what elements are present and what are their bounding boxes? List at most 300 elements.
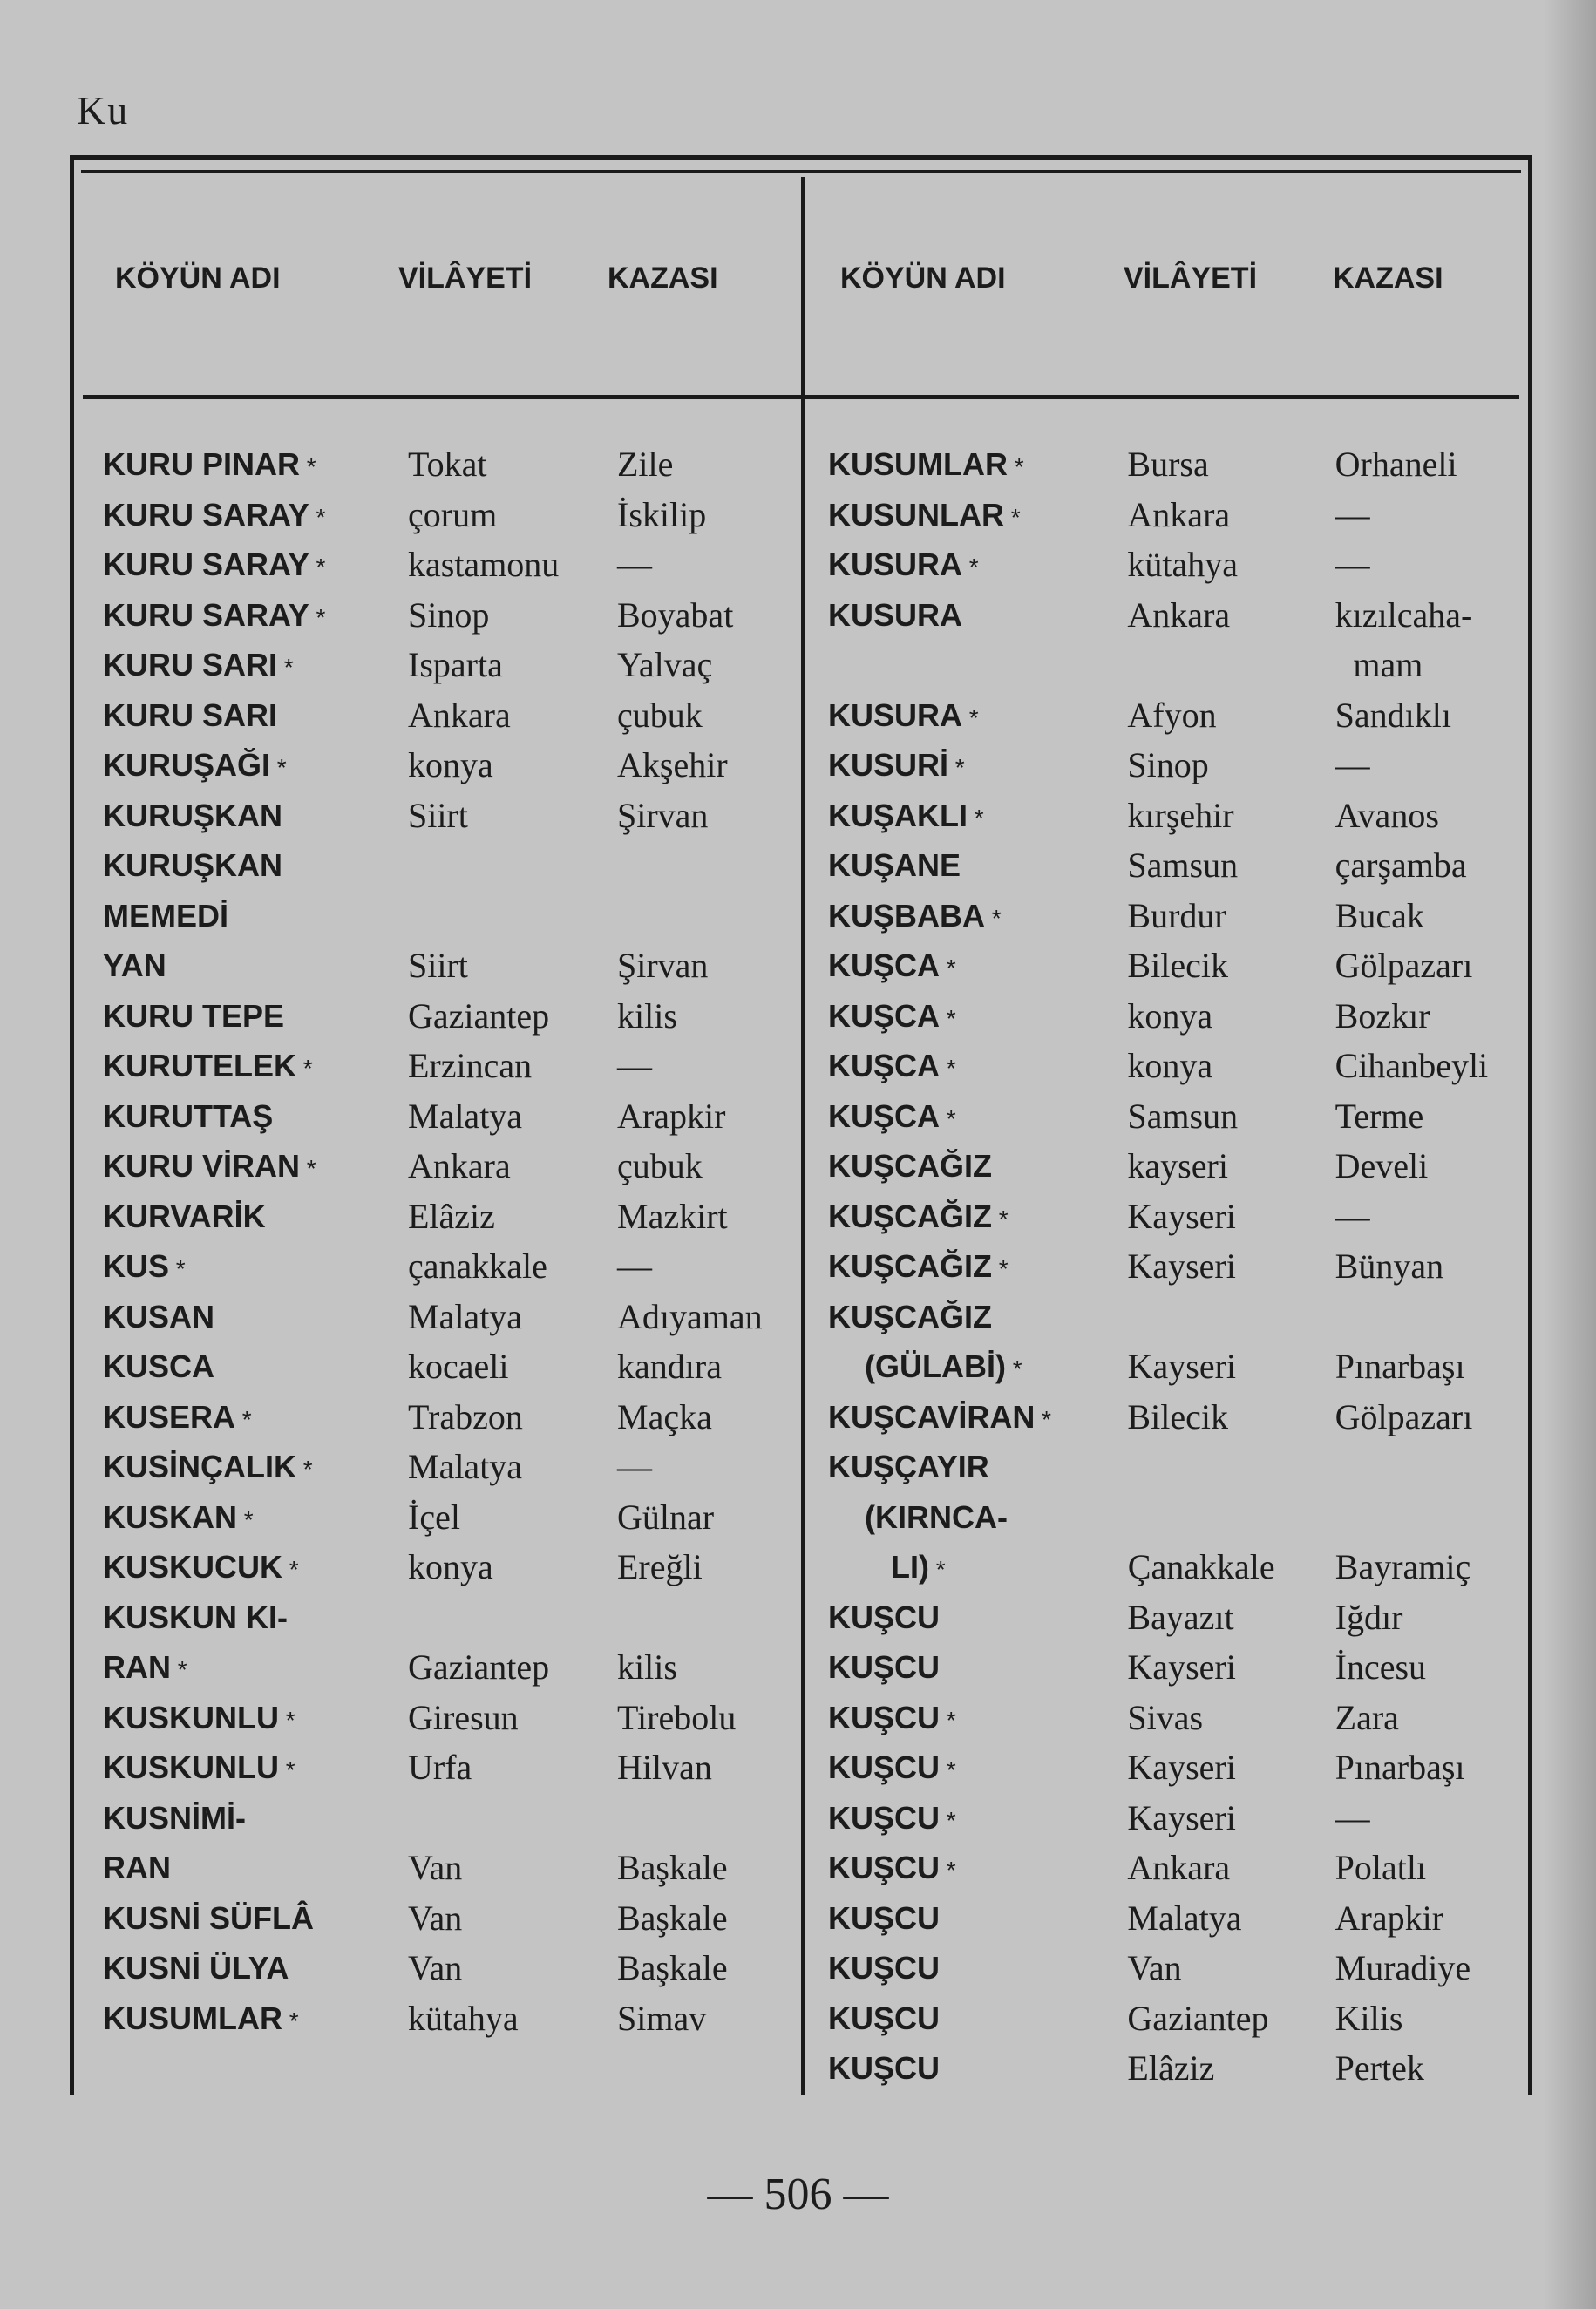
village-name [828, 944, 1127, 990]
village-name [103, 995, 408, 1038]
vilayet-cell: Malatya [408, 1296, 523, 1336]
kaza-cell: Bayramiç [1335, 1547, 1471, 1586]
village-name-text: KUSAN [103, 1298, 215, 1334]
village-name [103, 1144, 408, 1191]
kaza-cell: — [617, 1246, 652, 1286]
vilayet-cell: Sivas [1127, 1697, 1204, 1737]
table-row [828, 1295, 1525, 1346]
vilayet-cell: Ankara [1127, 594, 1231, 635]
village-name-text: LI) [891, 1549, 929, 1585]
page-number: — 506 — [707, 2170, 889, 2219]
asterisk-mark: * [279, 1756, 295, 1783]
asterisk-mark: * [1004, 503, 1021, 531]
table-row [828, 1245, 1525, 1295]
table-row [103, 1545, 809, 1596]
kaza-cell: Orhaneli [1335, 445, 1457, 484]
table-row [103, 995, 809, 1045]
asterisk-mark: * [1005, 1355, 1022, 1382]
village-name [828, 443, 1127, 489]
village-name [103, 1696, 408, 1742]
village-name [828, 1245, 1127, 1291]
asterisk-mark: * [300, 453, 316, 480]
village-name [828, 1897, 1127, 1940]
table-row [828, 493, 1525, 544]
table-row [828, 1596, 1525, 1647]
vilayet-cell: Bilecik [1127, 1396, 1228, 1436]
kaza-cell: — [617, 1046, 652, 1085]
page-edge-shadow [1544, 0, 1596, 2309]
asterisk-mark: * [277, 654, 294, 681]
village-name-text: KUŞCAĞIZ [828, 1198, 992, 1234]
table-row [103, 443, 809, 493]
village-name-text: KUŞAKLI [828, 797, 968, 833]
village-name-text: KUŞCA [828, 1097, 941, 1134]
kaza-cell: Başkale [617, 1898, 728, 1938]
village-name [828, 2047, 1127, 2090]
vilayet-cell: Van [1127, 1948, 1182, 1987]
kaza-cell: kandıra [617, 1347, 722, 1386]
table-row [828, 1044, 1525, 1095]
kaza-cell: Bucak [1335, 895, 1424, 935]
village-name-text: KURUŞKAN [103, 847, 282, 883]
vilayet-cell: Siirt [408, 795, 468, 835]
table-row [103, 1245, 809, 1295]
village-name [103, 1897, 408, 1940]
asterisk-mark: * [279, 1706, 295, 1734]
table-row [103, 794, 809, 845]
kaza-cell: Gölpazarı [1335, 1396, 1473, 1436]
village-name-text: KUŞCAĞIZ [828, 1248, 992, 1284]
kaza-cell: Hilvan [617, 1748, 712, 1787]
village-name-text: KUŞCAĞIZ [828, 1298, 992, 1334]
asterisk-mark: * [992, 1205, 1009, 1233]
table-row [828, 1796, 1525, 1847]
village-name-text: KUŞCU [828, 1649, 941, 1685]
table-row [103, 1496, 809, 1546]
table-row [828, 1095, 1525, 1145]
vilayet-cell: konya [1127, 995, 1213, 1036]
kaza-cell: Iğdır [1335, 1597, 1403, 1637]
village-name-text: KUŞCU [828, 1599, 941, 1635]
kaza-cell: Bozkır [1335, 995, 1430, 1036]
vilayet-cell: konya [1127, 1046, 1213, 1085]
asterisk-mark: * [962, 703, 979, 731]
asterisk-mark: * [309, 553, 326, 581]
kaza-cell: Zara [1335, 1697, 1399, 1737]
kaza-cell: — [1335, 1196, 1370, 1236]
kaza-cell: Boyabat [617, 594, 734, 635]
asterisk-mark: * [169, 1255, 186, 1282]
village-name-text: KUŞCU [828, 1749, 941, 1785]
village-name [103, 1846, 408, 1890]
village-name-text: KURU PINAR [103, 446, 301, 482]
vilayet-cell: Bayazıt [1127, 1597, 1234, 1637]
table-row [828, 1746, 1525, 1796]
vilayet-cell: çorum [408, 494, 498, 534]
village-name-text: KUŞCAVİRAN [828, 1398, 1036, 1435]
village-name [103, 1245, 408, 1291]
vilayet-cell: Van [408, 1898, 463, 1938]
kaza-cell: Terme [1335, 1096, 1424, 1136]
kaza-cell: Tirebolu [617, 1697, 737, 1737]
table-row [828, 1696, 1525, 1747]
village-name-text: KUSNİMİ- [103, 1799, 246, 1836]
kaza-cell: çubuk [617, 695, 703, 735]
asterisk-mark: * [235, 1405, 252, 1433]
vilayet-cell: Samsun [1127, 846, 1239, 885]
table-row [828, 2047, 1525, 2097]
vilayet-cell: Trabzon [408, 1396, 523, 1436]
kaza-cell: İncesu [1335, 1647, 1427, 1687]
kaza-cell: kilis [617, 1647, 677, 1687]
table-row [103, 944, 809, 995]
vilayet-cell: Kayseri [1127, 1246, 1236, 1286]
village-name [103, 794, 408, 838]
vilayet-cell: Çanakkale [1127, 1547, 1275, 1586]
kaza-cell: Pertek [1335, 2048, 1424, 2088]
asterisk-mark: * [237, 1505, 254, 1533]
table-row [828, 894, 1525, 945]
vilayet-cell: İçel [408, 1497, 460, 1537]
table-row [828, 995, 1525, 1045]
village-name [828, 794, 1127, 840]
village-name-text: KUŞCU [828, 1899, 941, 1936]
vilayet-cell: Gaziantep [408, 995, 550, 1036]
kaza-cell: Arapkir [617, 1096, 726, 1136]
village-name [828, 493, 1127, 540]
village-name [103, 1195, 408, 1239]
right-column-headers [840, 261, 1443, 295]
village-name-text: KURVARİK [103, 1198, 266, 1234]
kaza-cell: mam [1353, 645, 1423, 684]
kaza-cell: kızılcaha- [1335, 594, 1473, 635]
village-name [103, 1596, 408, 1640]
village-name [103, 1946, 408, 1990]
village-name [103, 643, 408, 689]
village-name [828, 1095, 1127, 1141]
village-name [103, 1396, 408, 1442]
village-name-text: KUS [103, 1248, 170, 1284]
vilayet-cell: Burdur [1127, 895, 1226, 935]
village-name [828, 1396, 1127, 1442]
kaza-cell: Polatlı [1335, 1848, 1427, 1887]
kaza-cell: Akşehir [617, 745, 728, 784]
kaza-cell: Başkale [617, 1848, 728, 1887]
header-vilayeti: VİLÂYETİ [1124, 261, 1258, 295]
asterisk-mark: * [309, 503, 326, 531]
village-name [828, 844, 1127, 887]
right-entries [828, 443, 1525, 2097]
village-name [103, 543, 408, 589]
village-name-text: KUSUMLAR [828, 446, 1008, 482]
table-row [828, 1846, 1525, 1897]
village-name-text: KUŞCU [828, 1699, 941, 1735]
vilayet-cell: Sinop [1127, 745, 1209, 784]
table-row [103, 894, 809, 945]
table-row [828, 543, 1525, 594]
table-row [828, 643, 1525, 694]
village-name [828, 1295, 1127, 1339]
vilayet-cell: Elâziz [1127, 2048, 1215, 2088]
table-row [103, 1445, 809, 1496]
village-name [103, 1044, 408, 1090]
table-row [828, 1646, 1525, 1696]
table-row [828, 1997, 1525, 2048]
table-row [103, 1646, 809, 1696]
kaza-cell: çarşamba [1335, 846, 1467, 885]
village-name [103, 1545, 408, 1592]
vilayet-cell: Erzincan [408, 1046, 533, 1085]
vilayet-cell: Tokat [408, 445, 487, 484]
village-name-text: (GÜLABİ) [865, 1348, 1006, 1384]
table-row [828, 1445, 1525, 1496]
vilayet-cell: Ankara [1127, 1848, 1231, 1887]
village-name-text: KURU TEPE [103, 997, 285, 1034]
village-name-text: KUSCA [103, 1348, 215, 1384]
asterisk-mark: * [968, 804, 984, 832]
village-name-text: KURU SARAY [103, 496, 309, 533]
village-name-text: KUSNİ SÜFLÂ [103, 1899, 314, 1936]
vilayet-cell: Isparta [408, 645, 503, 684]
table-row [103, 1946, 809, 1997]
asterisk-mark: * [940, 1706, 956, 1734]
kaza-cell: Pınarbaşı [1335, 1347, 1465, 1386]
asterisk-mark: * [940, 1104, 956, 1132]
village-name [828, 1746, 1127, 1792]
village-name-text: (KIRNCA- [865, 1498, 1008, 1535]
village-name [828, 1946, 1127, 1990]
table-row [828, 694, 1525, 744]
kaza-cell: kilis [617, 995, 677, 1036]
village-name [828, 1997, 1127, 2041]
village-name [103, 944, 408, 988]
village-name [103, 844, 408, 887]
kaza-cell: Arapkir [1335, 1898, 1444, 1938]
table-row [103, 1846, 809, 1897]
table-row [103, 594, 809, 644]
village-name [828, 894, 1127, 941]
village-name-text: KUŞCU [828, 1950, 941, 1986]
village-name [103, 1496, 408, 1542]
village-name [828, 1646, 1127, 1689]
village-name [103, 1445, 408, 1491]
village-name [828, 1696, 1127, 1742]
kaza-cell: Kilis [1335, 1998, 1403, 2038]
kaza-cell: — [1335, 545, 1370, 584]
kaza-cell: Sandıklı [1335, 695, 1451, 735]
kaza-cell: — [1335, 494, 1370, 534]
kaza-cell: Cihanbeyli [1335, 1046, 1489, 1085]
table-row [828, 594, 1525, 644]
village-name [828, 1195, 1127, 1241]
village-name-text: KUSUNLAR [828, 496, 1004, 533]
vilayet-cell: Kayseri [1127, 1196, 1236, 1236]
kaza-cell: — [617, 1447, 652, 1486]
village-name-text: KUSURA [828, 696, 963, 733]
village-name [103, 744, 408, 790]
left-entries [103, 443, 809, 2047]
table-row [828, 1545, 1525, 1596]
table-row [103, 543, 809, 594]
village-name-text: KUŞCA [828, 947, 941, 983]
village-name-text: RAN [103, 1850, 171, 1885]
village-name-text: KUŞÇAYIR [828, 1449, 989, 1484]
table-row [103, 1195, 809, 1246]
asterisk-mark: * [940, 1004, 956, 1032]
village-name [828, 1144, 1127, 1188]
vilayet-cell: Urfa [408, 1748, 472, 1787]
asterisk-mark: * [309, 603, 326, 631]
kaza-cell: Maçka [617, 1396, 712, 1436]
table-row [828, 794, 1525, 845]
village-name [103, 1646, 408, 1692]
asterisk-mark: * [1035, 1405, 1052, 1433]
kaza-cell: Muradiye [1335, 1948, 1471, 1987]
village-name-text: KURUŞKAN [103, 797, 282, 833]
village-name [103, 894, 408, 938]
asterisk-mark: * [962, 553, 979, 581]
village-name-text: KUŞBABA [828, 897, 985, 934]
vilayet-cell: kayseri [1127, 1146, 1228, 1185]
village-name-text: KURU SARI [103, 647, 278, 683]
village-name [103, 1095, 408, 1138]
village-name-text: KUSKAN [103, 1498, 238, 1535]
table-row [828, 1496, 1525, 1546]
village-name [828, 1796, 1127, 1843]
vilayet-cell: Van [408, 1848, 463, 1887]
village-name [828, 1545, 1128, 1592]
table-row [828, 1396, 1525, 1446]
asterisk-mark: * [940, 1055, 956, 1082]
kaza-cell: Gölpazarı [1335, 946, 1473, 985]
vilayet-cell: kırşehir [1127, 795, 1234, 835]
vilayet-cell: Elâziz [408, 1196, 495, 1236]
running-head: Ku [77, 88, 130, 132]
asterisk-mark: * [282, 2007, 299, 2034]
kaza-cell: Pınarbaşı [1335, 1748, 1465, 1787]
village-name [828, 1496, 1128, 1539]
vilayet-cell: Kayseri [1127, 1647, 1236, 1687]
village-name-text: KUSKUNLU [103, 1699, 279, 1735]
village-name [828, 1596, 1127, 1640]
village-name [103, 493, 408, 540]
village-name-text: KUŞANE [828, 847, 961, 883]
kaza-cell: çubuk [617, 1146, 703, 1185]
vilayet-cell: Ankara [408, 1146, 511, 1185]
table-row [103, 1345, 809, 1396]
header-rule [83, 395, 1519, 399]
village-name-text: RAN [103, 1649, 171, 1685]
header-kazasi: KAZASI [608, 261, 718, 295]
asterisk-mark: * [992, 1255, 1009, 1282]
table-row [828, 844, 1525, 894]
village-name [828, 694, 1127, 740]
kaza-cell: Şirvan [617, 795, 709, 835]
table-row [103, 1596, 809, 1647]
vilayet-cell: Gaziantep [1127, 1998, 1269, 2038]
village-name-text: KUSNİ ÜLYA [103, 1950, 289, 1986]
table-row [103, 1044, 809, 1095]
village-name-text: KUSKUCUK [103, 1549, 282, 1585]
table-row [828, 1144, 1525, 1195]
vilayet-cell: kastamonu [408, 545, 560, 584]
asterisk-mark: * [940, 954, 956, 981]
village-name-text: KUSERA [103, 1398, 236, 1435]
vilayet-cell: Afyon [1127, 695, 1217, 735]
village-name [103, 1295, 408, 1339]
table-row [103, 1295, 809, 1346]
header-kazasi: KAZASI [1333, 261, 1443, 295]
village-name [828, 1044, 1127, 1090]
asterisk-mark: * [270, 754, 287, 781]
kaza-cell: — [617, 545, 652, 584]
table-row [103, 493, 809, 544]
asterisk-mark: * [985, 904, 1002, 932]
table-row [828, 1195, 1525, 1246]
village-name [828, 1345, 1128, 1391]
village-name-text: KURU SARAY [103, 596, 309, 633]
village-name [103, 1997, 408, 2043]
vilayet-cell: çanakkale [408, 1246, 547, 1286]
table-row [828, 744, 1525, 794]
village-name-text: KUŞCA [828, 997, 941, 1034]
village-name-text: KURU SARI [103, 696, 278, 733]
table-row [103, 844, 809, 894]
vilayet-cell: Samsun [1127, 1096, 1239, 1136]
vilayet-cell: Giresun [408, 1697, 519, 1737]
asterisk-mark: * [296, 1055, 313, 1082]
asterisk-mark: * [928, 1556, 946, 1583]
asterisk-mark: * [296, 1456, 313, 1483]
kaza-cell: Develi [1335, 1146, 1429, 1185]
kaza-cell: Yalvaç [617, 645, 713, 684]
village-name-text: KURU VİRAN [103, 1148, 301, 1184]
village-name-text: KURU SARAY [103, 547, 309, 582]
village-name-text: KUSURA [828, 547, 963, 582]
asterisk-mark: * [171, 1656, 187, 1683]
vilayet-cell: Kayseri [1127, 1797, 1236, 1837]
vilayet-cell: Van [408, 1948, 463, 1987]
village-name-text: KUŞCU [828, 2000, 941, 2036]
village-name [828, 1846, 1127, 1892]
asterisk-mark: * [940, 1756, 956, 1783]
kaza-cell: Şirvan [617, 946, 709, 985]
kaza-cell: Mazkirt [617, 1196, 728, 1236]
kaza-cell: Avanos [1335, 795, 1439, 835]
header-koyun-adi: KÖYÜN ADI [115, 261, 281, 295]
asterisk-mark: * [940, 1806, 956, 1834]
kaza-cell: Başkale [617, 1948, 728, 1987]
vilayet-cell: kütahya [408, 1998, 519, 2038]
asterisk-mark: * [282, 1556, 299, 1583]
vilayet-cell: Kayseri [1127, 1748, 1236, 1787]
table-row [103, 1897, 809, 1947]
vilayet-cell: konya [408, 745, 493, 784]
village-name-text: KUSURİ [828, 747, 949, 783]
kaza-cell: Gülnar [617, 1497, 715, 1537]
village-name-text: KUŞCA [828, 1048, 941, 1083]
vilayet-cell: kocaeli [408, 1347, 509, 1386]
table-row [103, 1095, 809, 1145]
table-row [828, 443, 1525, 493]
header-vilayeti: VİLÂYETİ [398, 261, 533, 295]
village-name [103, 594, 408, 640]
asterisk-mark: * [300, 1155, 316, 1182]
table-row [103, 1997, 809, 2048]
table-row [828, 1946, 1525, 1997]
vilayet-cell: Bilecik [1127, 946, 1228, 985]
village-name-text: KUSKUN KI- [103, 1599, 288, 1635]
